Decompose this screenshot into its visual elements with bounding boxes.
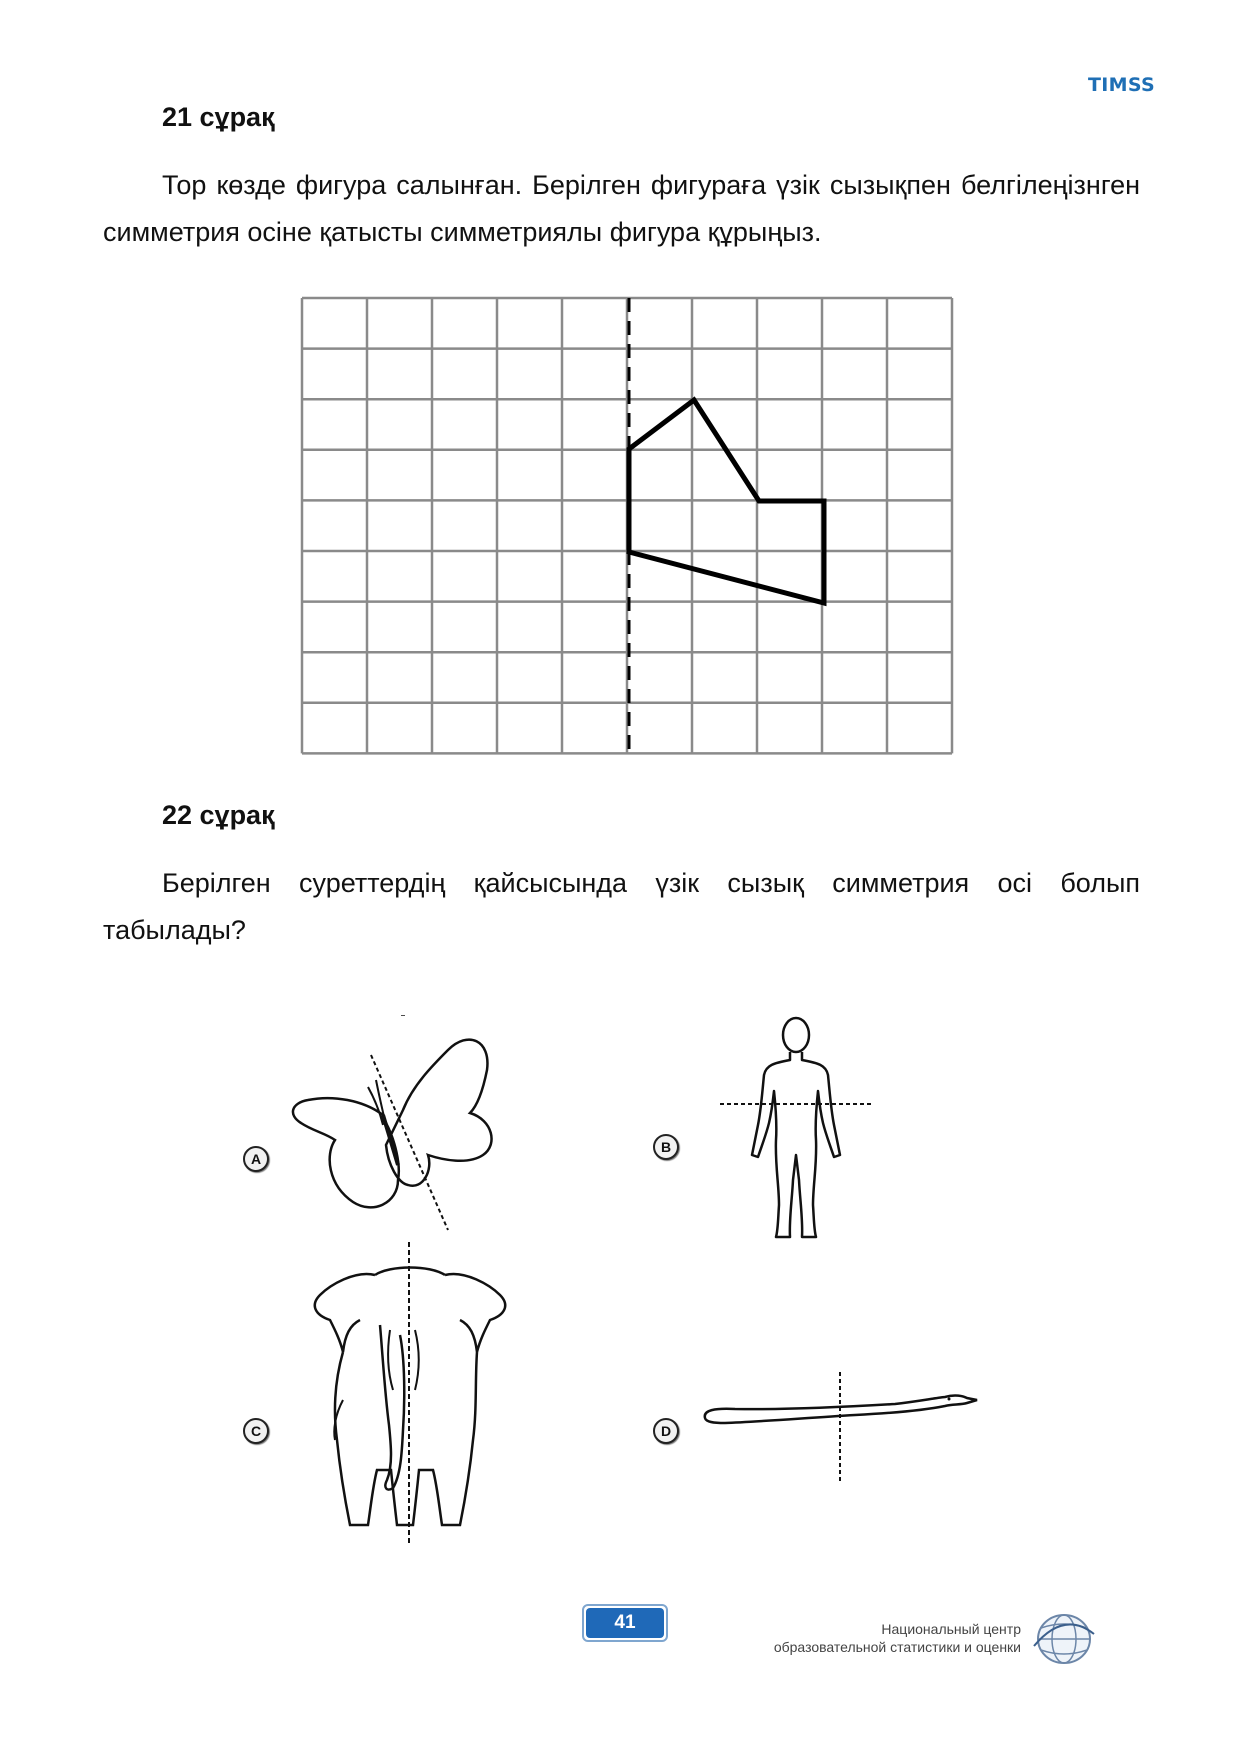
- question-21-title: 21 сұрақ: [162, 102, 275, 132]
- elephant-image: [305, 1240, 515, 1545]
- snake-image: [695, 1370, 980, 1490]
- option-a-label[interactable]: A: [243, 1146, 269, 1172]
- question-21-text: Тор көзде фигура салынған. Берілген фигураға үзік сызықпен белгілеңізнген симметрия осіне қатысты симметриялы фигура құрыңыз.: [103, 170, 1140, 247]
- human-figure-image: [716, 1015, 876, 1250]
- footer-org-line-2: образовательной статистики и оценки: [773, 1639, 1021, 1655]
- page-number: 41: [586, 1608, 664, 1638]
- butterfly-image: [283, 1015, 508, 1240]
- page-number-badge: [582, 1604, 668, 1642]
- question-22-title: 22 сұрақ: [162, 800, 275, 830]
- question-22-text: Берілген суреттердің қайсысында үзік сызық симметрия осі болып табылады?: [103, 868, 1140, 945]
- header-tag: TIMSS: [1088, 74, 1155, 96]
- footer-org-line-1: Национальный центр: [881, 1621, 1021, 1637]
- option-d-label[interactable]: D: [653, 1418, 679, 1444]
- globe-logo-icon: [1032, 1612, 1096, 1666]
- option-c-label[interactable]: C: [243, 1418, 269, 1444]
- option-b-label[interactable]: B: [653, 1134, 679, 1160]
- footer-organization: [774, 1620, 1021, 1656]
- symmetry-grid-figure: [300, 296, 964, 756]
